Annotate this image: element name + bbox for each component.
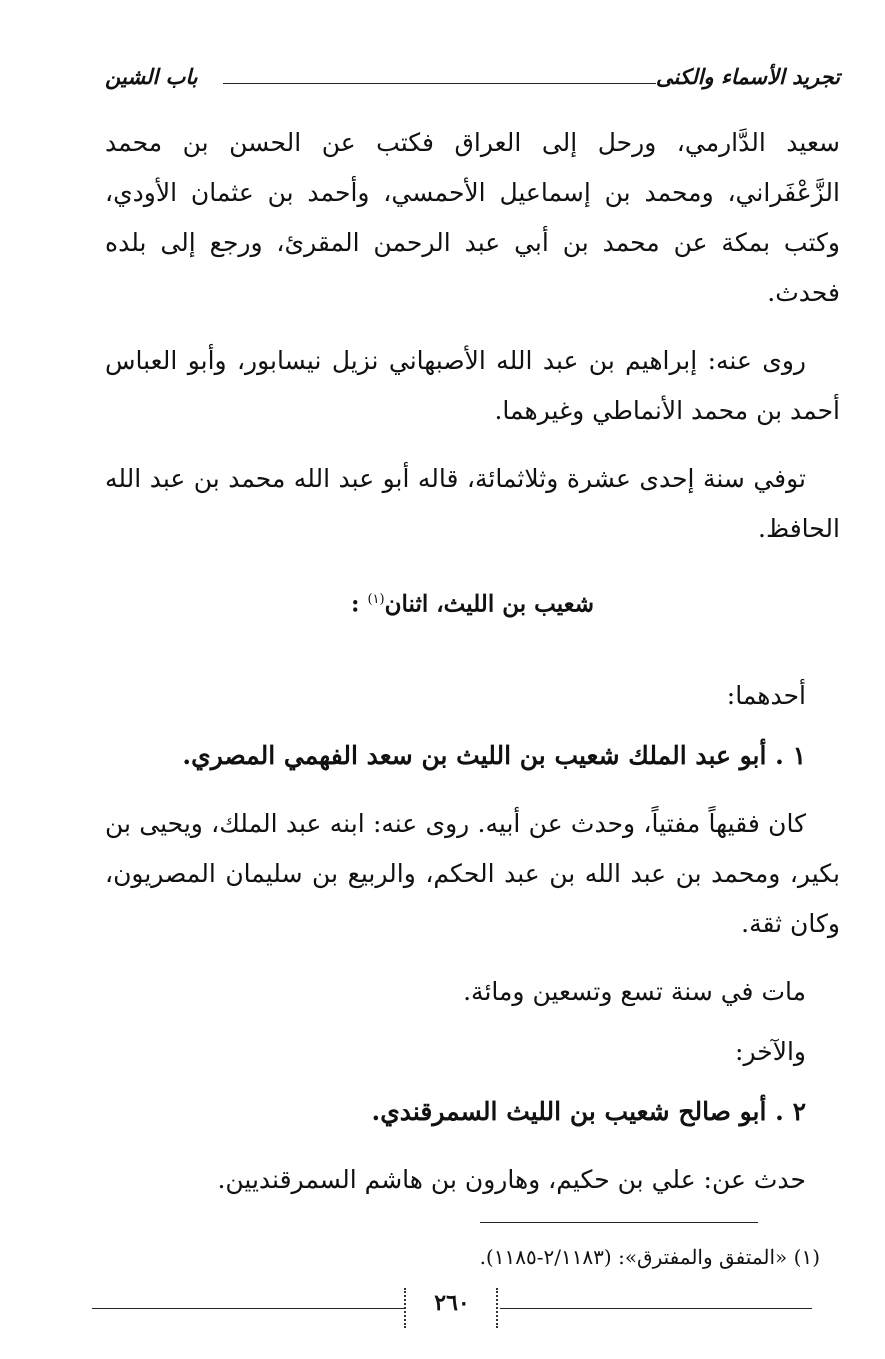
footer-rule-right xyxy=(500,1308,812,1309)
paragraph-2: روى عنه: إبراهيم بن عبد الله الأصبهاني نزيل نيسابور، وأبو العباس أحمد بن محمد الأنماطي وغيرهما. xyxy=(105,346,840,425)
main-text xyxy=(105,118,840,1223)
paragraph-8: حدث عن: علي بن حكيم، وهارون بن هاشم السمرقنديين. xyxy=(217,1164,806,1194)
paragraph-5: كان فقيهاً مفتياً، وحدث عن أبيه. روى عنه: ابنه عبد الملك، ويحيى بن بكير، ومحمد بن عبد الله بن عبد الحكم، والربيع بن سليمان المصريون، وكان ثقة. xyxy=(105,808,840,938)
footer-rule-left xyxy=(92,1308,404,1309)
paragraph-6: مات في سنة تسع وتسعين ومائة. xyxy=(463,976,806,1006)
paragraph-3: توفي سنة إحدى عشرة وثلاثمائة، قاله أبو عبد الله محمد بن عبد الله الحافظ. xyxy=(105,464,840,543)
footnote-marker: (١) xyxy=(367,592,385,607)
heading-colon: : xyxy=(350,590,360,618)
paragraph-7: والآخر: xyxy=(735,1036,806,1066)
paragraph-4: أحدهما: xyxy=(726,680,806,710)
page-number: ٢٦٠ xyxy=(434,1290,470,1316)
footnote-rule xyxy=(480,1222,758,1223)
section-title: باب الشين xyxy=(105,64,198,89)
footnote: (١) «المتفق والمفترق»: (٢/١١٨٣-١١٨٥). xyxy=(479,1245,820,1269)
header-rule xyxy=(223,83,656,84)
running-header xyxy=(105,62,840,98)
paragraph-1: سعيد الدَّارمي، ورحل إلى العراق فكتب عن الحسن بن محمد الزَّعْفَراني، ومحمد بن إسماعيل الأحمسي، وأحمد بن عثمان الأودي، وكتب بمكة عن محمد بن أبي عبد الرحمن المقرئ، ورجع إلى بلده فحدث. xyxy=(105,128,840,307)
heading-text: شعيب بن الليث، اثنان xyxy=(384,590,595,618)
book-title: تجريد الأسماء والكنى xyxy=(655,64,840,89)
entry-heading-1: ١ . أبو عبد الملك شعيب بن الليث بن سعد الفهمي المصري. xyxy=(182,740,806,770)
entry-heading-2: ٢ . أبو صالح شعيب بن الليث السمرقندي. xyxy=(371,1096,806,1126)
section-heading xyxy=(105,578,840,627)
